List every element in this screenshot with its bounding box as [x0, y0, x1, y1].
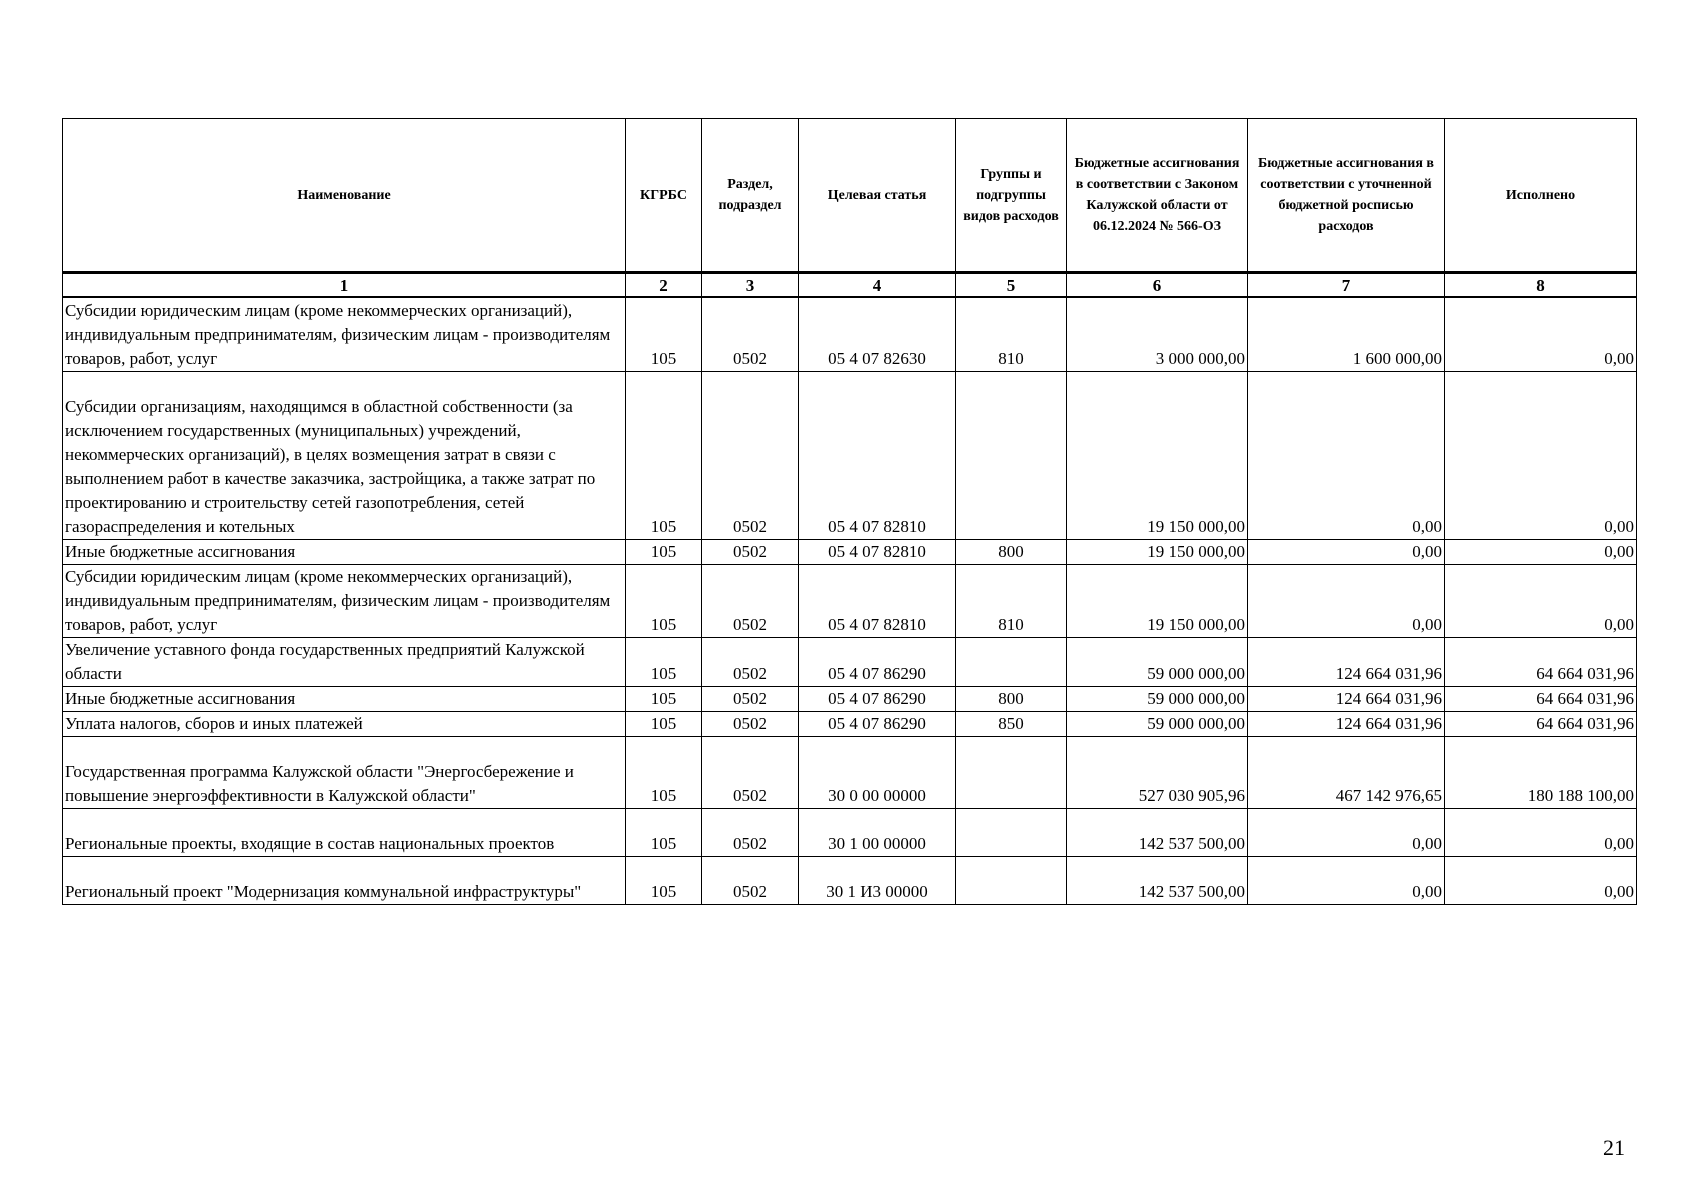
row-law: 527 030 905,96 [1067, 736, 1248, 808]
table-row [63, 564, 1637, 637]
row-name: Региональные проекты, входящие в состав национальных проектов [63, 808, 626, 856]
row-name: Субсидии юридическим лицам (кроме некоммерческих организаций), индивидуальным предпринимателям, физическим лицам - производителям товаров, работ, услуг [63, 564, 626, 637]
row-executed: 0,00 [1445, 297, 1637, 371]
row-executed: 64 664 031,96 [1445, 711, 1637, 736]
row-section: 0502 [702, 564, 799, 637]
row-group [956, 637, 1067, 686]
row-group [956, 371, 1067, 539]
row-kgrbs: 105 [626, 808, 702, 856]
table-row [63, 686, 1637, 711]
row-name: Уплата налогов, сборов и иных платежей [63, 711, 626, 736]
column-number: 8 [1445, 273, 1637, 298]
table-row [63, 736, 1637, 808]
table-row [63, 637, 1637, 686]
row-kgrbs: 105 [626, 564, 702, 637]
row-target: 05 4 07 82810 [799, 371, 956, 539]
table-row [63, 808, 1637, 856]
row-kgrbs: 105 [626, 686, 702, 711]
row-target: 05 4 07 82630 [799, 297, 956, 371]
row-refined: 0,00 [1248, 539, 1445, 564]
header-section: Раздел, подраздел [702, 119, 799, 273]
row-executed: 64 664 031,96 [1445, 637, 1637, 686]
row-executed: 180 188 100,00 [1445, 736, 1637, 808]
row-executed: 0,00 [1445, 856, 1637, 904]
row-law: 59 000 000,00 [1067, 711, 1248, 736]
table-row [63, 711, 1637, 736]
column-number: 6 [1067, 273, 1248, 298]
row-section: 0502 [702, 856, 799, 904]
row-group [956, 808, 1067, 856]
row-section: 0502 [702, 711, 799, 736]
header-executed: Исполнено [1445, 119, 1637, 273]
header-kgrbs: КГРБС [626, 119, 702, 273]
header-name: Наименование [63, 119, 626, 273]
row-refined: 0,00 [1248, 371, 1445, 539]
row-law: 59 000 000,00 [1067, 686, 1248, 711]
row-group [956, 736, 1067, 808]
row-target: 05 4 07 86290 [799, 637, 956, 686]
row-group: 850 [956, 711, 1067, 736]
header-row [63, 119, 1637, 273]
row-executed: 0,00 [1445, 539, 1637, 564]
row-section: 0502 [702, 736, 799, 808]
row-name: Региональный проект "Модернизация коммунальной инфраструктуры" [63, 856, 626, 904]
row-group: 800 [956, 686, 1067, 711]
row-section: 0502 [702, 297, 799, 371]
row-kgrbs: 105 [626, 539, 702, 564]
table-row [63, 856, 1637, 904]
row-target: 05 4 07 86290 [799, 686, 956, 711]
row-section: 0502 [702, 539, 799, 564]
column-number: 3 [702, 273, 799, 298]
row-name: Иные бюджетные ассигнования [63, 539, 626, 564]
row-target: 30 1 И3 00000 [799, 856, 956, 904]
row-name: Иные бюджетные ассигнования [63, 686, 626, 711]
row-target: 05 4 07 86290 [799, 711, 956, 736]
budget-table [62, 118, 1637, 905]
column-number: 2 [626, 273, 702, 298]
row-refined: 0,00 [1248, 856, 1445, 904]
row-law: 142 537 500,00 [1067, 808, 1248, 856]
row-name: Субсидии организациям, находящимся в областной собственности (за исключением государственных (муниципальных) учреждений, некоммерческих организаций), в целях возмещения затрат в связи с выполнением работ в качестве заказчика, застройщика, а также затрат по проектированию и строительству сетей газопотребления, сетей газораспределения и котельных [63, 371, 626, 539]
column-number: 7 [1248, 273, 1445, 298]
row-target: 05 4 07 82810 [799, 539, 956, 564]
row-law: 19 150 000,00 [1067, 539, 1248, 564]
row-executed: 0,00 [1445, 564, 1637, 637]
header-expense-group: Группы и подгруппы видов расходов [956, 119, 1067, 273]
row-group: 800 [956, 539, 1067, 564]
row-refined: 124 664 031,96 [1248, 686, 1445, 711]
page-number: 21 [1603, 1135, 1625, 1160]
row-law: 142 537 500,00 [1067, 856, 1248, 904]
row-group [956, 856, 1067, 904]
row-section: 0502 [702, 371, 799, 539]
table-row [63, 539, 1637, 564]
row-group: 810 [956, 564, 1067, 637]
row-law: 19 150 000,00 [1067, 371, 1248, 539]
row-refined: 124 664 031,96 [1248, 637, 1445, 686]
row-kgrbs: 105 [626, 297, 702, 371]
row-executed: 0,00 [1445, 808, 1637, 856]
row-target: 30 1 00 00000 [799, 808, 956, 856]
column-number-row [63, 273, 1637, 298]
row-refined: 124 664 031,96 [1248, 711, 1445, 736]
row-executed: 0,00 [1445, 371, 1637, 539]
header-refined-allocations: Бюджетные ассигнования в соответствии с уточненной бюджетной росписью расходов [1248, 119, 1445, 273]
column-number: 5 [956, 273, 1067, 298]
row-refined: 467 142 976,65 [1248, 736, 1445, 808]
row-law: 19 150 000,00 [1067, 564, 1248, 637]
column-number: 4 [799, 273, 956, 298]
row-kgrbs: 105 [626, 856, 702, 904]
row-name: Увеличение уставного фонда государственных предприятий Калужской области [63, 637, 626, 686]
row-name: Субсидии юридическим лицам (кроме некоммерческих организаций), индивидуальным предпринимателям, физическим лицам - производителям товаров, работ, услуг [63, 297, 626, 371]
column-number: 1 [63, 273, 626, 298]
row-law: 3 000 000,00 [1067, 297, 1248, 371]
header-target-article: Целевая статья [799, 119, 956, 273]
header-law-allocations: Бюджетные ассигнования в соответствии с Законом Калужской области от 06.12.2024 № 566-ОЗ [1067, 119, 1248, 273]
row-name: Государственная программа Калужской области "Энергосбережение и повышение энергоэффективности в Калужской области" [63, 736, 626, 808]
row-kgrbs: 105 [626, 371, 702, 539]
row-kgrbs: 105 [626, 711, 702, 736]
row-section: 0502 [702, 637, 799, 686]
row-section: 0502 [702, 686, 799, 711]
row-law: 59 000 000,00 [1067, 637, 1248, 686]
row-kgrbs: 105 [626, 736, 702, 808]
row-group: 810 [956, 297, 1067, 371]
row-refined: 0,00 [1248, 808, 1445, 856]
row-refined: 0,00 [1248, 564, 1445, 637]
table-row [63, 371, 1637, 539]
row-target: 05 4 07 82810 [799, 564, 956, 637]
row-refined: 1 600 000,00 [1248, 297, 1445, 371]
row-target: 30 0 00 00000 [799, 736, 956, 808]
table-row [63, 297, 1637, 371]
row-executed: 64 664 031,96 [1445, 686, 1637, 711]
row-section: 0502 [702, 808, 799, 856]
row-kgrbs: 105 [626, 637, 702, 686]
